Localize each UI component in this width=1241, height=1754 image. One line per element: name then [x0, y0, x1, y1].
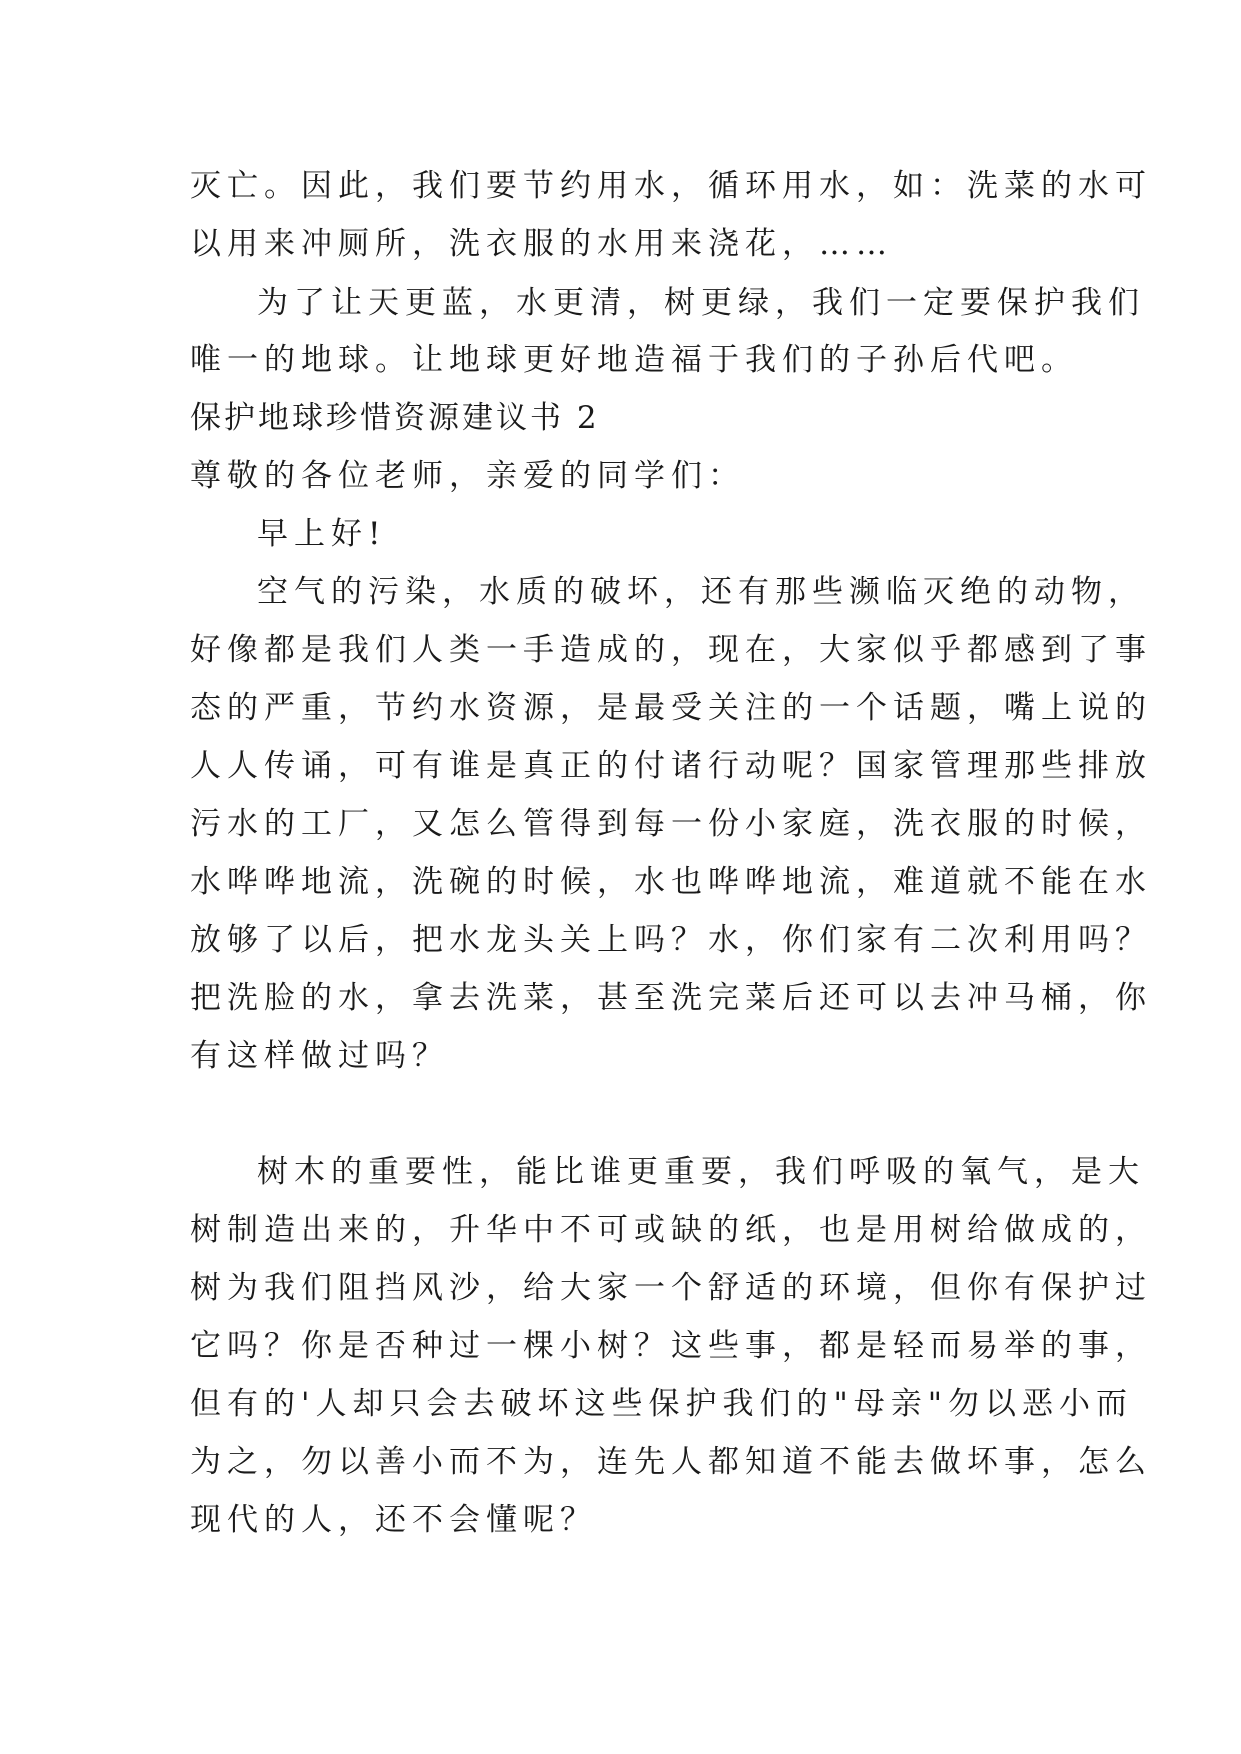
text-line: 树制造出来的，升华中不可或缺的纸，也是用树给做成的，: [190, 1212, 1152, 1248]
text-line: 它吗？你是否种过一棵小树？这些事，都是轻而易举的事，: [190, 1328, 1152, 1364]
section-title: 保护地球珍惜资源建议书 2: [190, 400, 600, 436]
text-line: 灭亡。因此，我们要节约用水，循环用水，如：洗菜的水可: [190, 168, 1152, 204]
text-line: 树为我们阻挡风沙，给大家一个舒适的环境，但你有保护过: [190, 1270, 1152, 1306]
greeting: 早上好!: [257, 516, 387, 552]
text-line: 为之，勿以善小而不为，连先人都知道不能去做坏事，怎么: [190, 1444, 1152, 1480]
paragraph-start: 为了让天更蓝，水更清，树更绿，我们一定要保护我们: [257, 285, 1145, 321]
text-line: 水哗哗地流，洗碗的时候，水也哗哗地流，难道就不能在水: [190, 864, 1152, 900]
text-line: 把洗脸的水，拿去洗菜，甚至洗完菜后还可以去冲马桶，你: [190, 980, 1152, 1016]
text-line: 人人传诵，可有谁是真正的付诸行动呢？国家管理那些排放: [190, 748, 1152, 784]
text-line: 好像都是我们人类一手造成的，现在，大家似乎都感到了事: [190, 632, 1152, 668]
text-line: 以用来冲厕所，洗衣服的水用来浇花，……: [190, 226, 893, 262]
salutation: 尊敬的各位老师，亲爱的同学们：: [190, 458, 745, 494]
text-line: 但有的'人却只会去破坏这些保护我们的"母亲"勿以恶小而: [190, 1386, 1134, 1422]
paragraph-start: 树木的重要性，能比谁更重要，我们呼吸的氧气，是大: [257, 1154, 1145, 1190]
text-line: 现代的人，还不会懂呢？: [190, 1502, 597, 1538]
paragraph-start: 空气的污染，水质的破坏，还有那些濒临灭绝的动物，: [257, 574, 1145, 610]
text-line: 污水的工厂，又怎么管得到每一份小家庭，洗衣服的时候，: [190, 806, 1152, 842]
text-line: 放够了以后，把水龙头关上吗？水，你们家有二次利用吗？: [190, 922, 1152, 958]
text-line: 有这样做过吗？: [190, 1038, 449, 1074]
text-line: 唯一的地球。让地球更好地造福于我们的子孙后代吧。: [190, 342, 1078, 378]
text-line: 态的严重，节约水资源，是最受关注的一个话题，嘴上说的: [190, 690, 1152, 726]
